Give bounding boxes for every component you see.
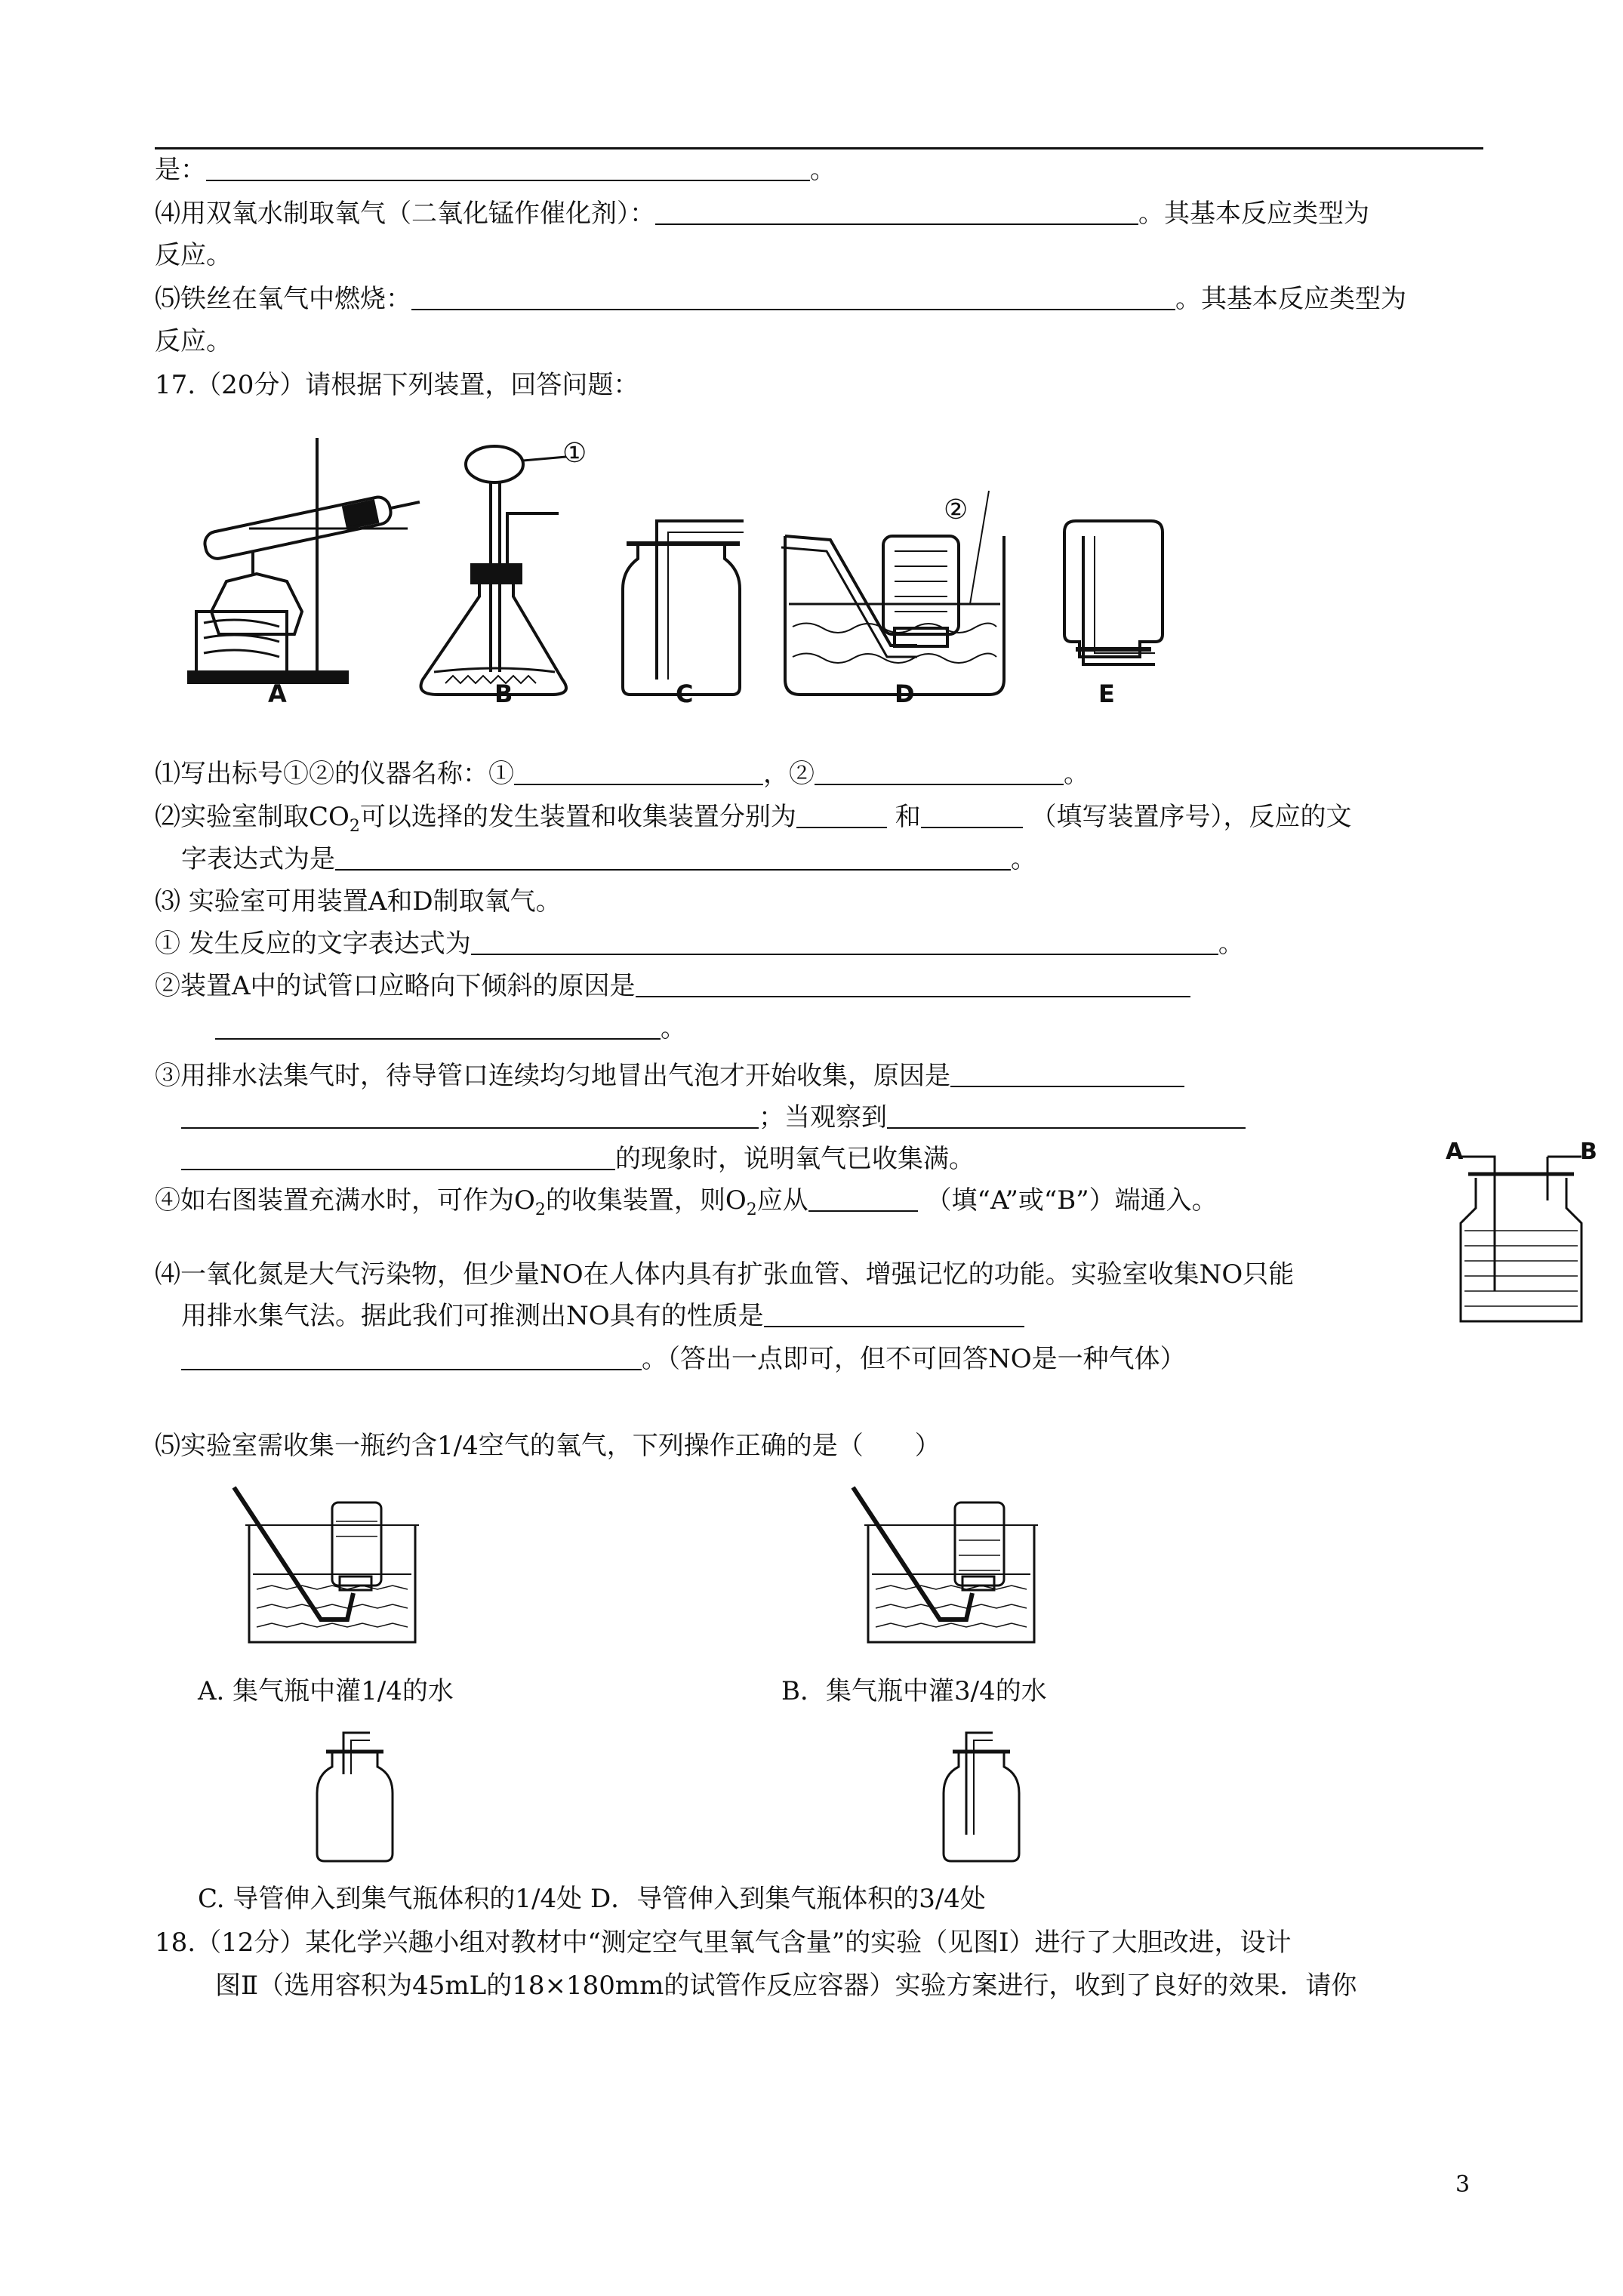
line-q17-2b: 字表达式为是 。 [181, 844, 1036, 874]
answer-blank[interactable] [636, 972, 1190, 997]
answer-blank[interactable] [335, 845, 1011, 871]
line-q17-1: ⑴写出标号①②的仪器名称：① ，② 。 [155, 759, 1089, 789]
line-q17-3-2: ②装置A中的试管口应略向下倾斜的原因是 [155, 971, 1190, 1001]
answer-blank[interactable] [887, 1103, 1246, 1129]
label-b: B [494, 680, 513, 708]
line-4: ⑸铁丝在氧气中燃烧： 。其基本反应类型为 [155, 284, 1406, 314]
marker-1: ① [562, 438, 587, 469]
answer-blank[interactable] [181, 1103, 759, 1129]
apparatus-a [189, 438, 423, 683]
gas-bottle-figure [1446, 1139, 1597, 1329]
question-18-line-2: 图Ⅱ（选用容积为45mL的18×180mm的试管作反应容器）实验方案进行，收到了良好的效果．请你 [215, 1971, 1357, 2001]
answer-blank[interactable] [796, 803, 887, 828]
line-q17-5: ⑸实验室需收集一瓶约含1/4空气的氧气，下列操作正确的是（ ） [155, 1431, 941, 1461]
apparatus-b [421, 446, 567, 695]
question-17-title: 17.（20分）请根据下列装置，回答问题： [155, 370, 639, 400]
line-q17-3-2b: 。 [215, 1013, 686, 1043]
line-q17-4b: 用排水集气法。据此我们可推测出NO具有的性质是 [181, 1301, 1024, 1331]
option-a-figure [226, 1480, 453, 1653]
answer-blank[interactable] [206, 156, 810, 181]
line-q17-4c: 。（答出一点即可，但不可回答NO是一种气体） [181, 1344, 1186, 1374]
answer-blank[interactable] [764, 1302, 1024, 1327]
line-q17-3-1: ① 发生反应的文字表达式为 。 [155, 929, 1244, 959]
answer-blank[interactable] [181, 1345, 642, 1370]
apparatus-c [623, 521, 744, 695]
answer-blank[interactable] [514, 760, 763, 785]
page-number: 3 [1455, 2171, 1471, 2198]
answer-blank[interactable] [921, 803, 1023, 828]
answer-blank[interactable] [950, 1062, 1184, 1087]
option-b-figure [845, 1480, 1072, 1653]
label-d: D [895, 680, 915, 708]
line-2: ⑷用双氧水制取氧气（二氧化锰作催化剂）： 。其基本反应类型为 [155, 199, 1369, 229]
answer-blank[interactable] [411, 285, 1175, 310]
label-e: E [1098, 680, 1115, 708]
answer-blank[interactable] [815, 760, 1064, 785]
line-3: 反应。 [155, 240, 232, 270]
option-cd-text: C. 导管伸入到集气瓶体积的1/4处 D．导管伸入到集气瓶体积的3/4处 [198, 1884, 986, 1914]
answer-blank[interactable] [808, 1186, 918, 1212]
answer-blank[interactable] [655, 199, 1138, 225]
answer-blank[interactable] [471, 929, 1218, 955]
marker-2: ② [944, 495, 969, 525]
line-q17-2: ⑵实验室制取$CO_2$可以选择的发生装置和收集装置分别为 和 （填写装置序号），反应的文 [155, 802, 1352, 836]
answer-blank[interactable] [215, 1014, 661, 1040]
line-q17-3: ⑶ 实验室可用装置A和D制取氧气。 [155, 886, 562, 917]
option-c-figure [310, 1721, 400, 1865]
option-d-figure [936, 1721, 1027, 1865]
line-q17-3-3b: ；当观察到 [181, 1102, 1246, 1133]
label-a: A [268, 680, 287, 708]
bottle-label-a: A [1446, 1139, 1464, 1165]
question-18-line-1: 18.（12分）某化学兴趣小组对教材中“测定空气里氧气含量”的实验（见图Ⅰ）进行了大胆改进，设计 [155, 1928, 1292, 1958]
top-rule [155, 147, 1483, 149]
apparatus-figure [181, 430, 1238, 747]
line-q17-4: ⑷一氧化氮是大气污染物，但少量NO在人体内具有扩张血管、增强记忆的功能。实验室收集NO只能 [155, 1259, 1295, 1290]
line-q17-3-3: ③用排水法集气时，待导管口连续均匀地冒出气泡才开始收集，原因是 [155, 1061, 1184, 1091]
line-q17-3-4: ④如右图装置充满水时，可作为$O_2$的收集装置，则$O_2$应从 （填“A”或“B”）端通入。 [155, 1185, 1218, 1219]
line-q17-3-3c: 的现象时，说明氧气已收集满。 [181, 1144, 975, 1174]
line-1: 是： 。 [155, 155, 836, 185]
answer-blank[interactable] [181, 1145, 615, 1170]
bottle-label-b: B [1580, 1139, 1597, 1165]
label-c: C [676, 680, 694, 708]
option-a-text: A. 集气瓶中灌1/4的水 [198, 1676, 454, 1706]
line-5: 反应。 [155, 326, 232, 356]
apparatus-d [781, 491, 1004, 695]
apparatus-e [1064, 521, 1163, 664]
option-b-text: B．集气瓶中灌3/4的水 [781, 1676, 1047, 1706]
